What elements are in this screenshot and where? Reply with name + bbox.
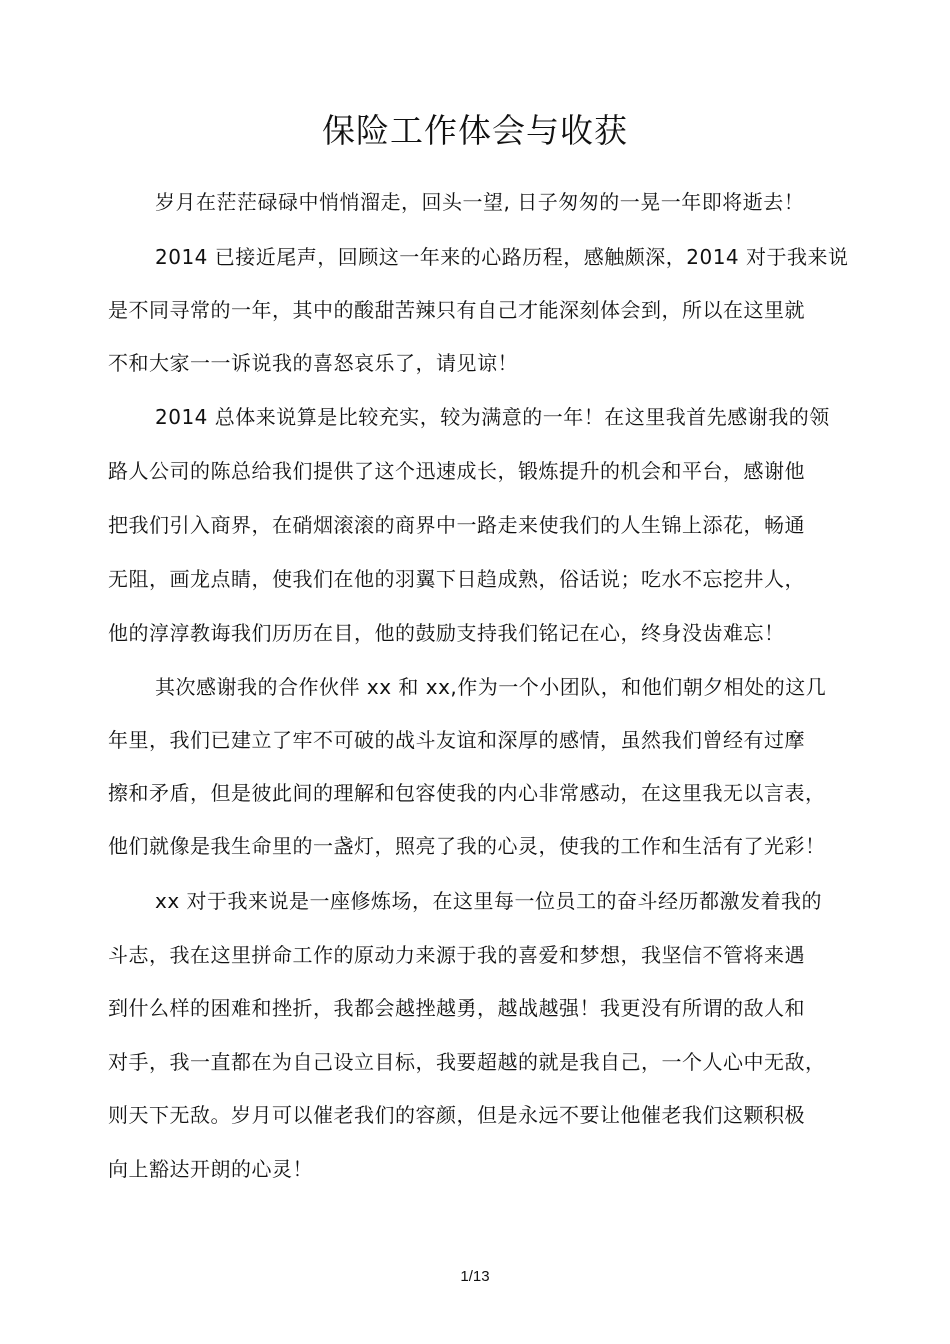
- paragraph-line: 他们就像是我生命里的一盏灯，照亮了我的心灵，使我的工作和生活有了光彩！: [108, 834, 826, 858]
- paragraph-line: 他的淳淳教诲我们历历在目，他的鼓励支持我们铭记在心，终身没齿难忘！: [108, 621, 785, 645]
- paragraph-line: 斗志，我在这里拼命工作的原动力来源于我的喜爱和梦想，我坚信不管将来遇: [108, 943, 805, 967]
- paragraph-line: 对手，我一直都在为自己设立目标，我要超越的就是我自己，一个人心中无敌，: [108, 1050, 826, 1074]
- paragraph-line: 把我们引入商界，在硝烟滚滚的商界中一路走来使我们的人生锦上添花，畅通: [108, 513, 805, 537]
- paragraph-line: 向上豁达开朗的心灵！: [108, 1157, 313, 1181]
- paragraph-line: 是不同寻常的一年，其中的酸甜苦辣只有自己才能深刻体会到，所以在这里就: [108, 298, 805, 322]
- paragraph-line: xx 对于我来说是一座修炼场，在这里每一位员工的奋斗经历都激发着我的: [155, 889, 823, 913]
- paragraph-line: 岁月在茫茫碌碌中悄悄溜走，回头一望, 日子匆匆的一晃一年即将逝去！: [155, 190, 805, 214]
- paragraph-line: 擦和矛盾，但是彼此间的理解和包容使我的内心非常感动，在这里我无以言表，: [108, 781, 826, 805]
- paragraph-line: 2014 已接近尾声，回顾这一年来的心路历程，感触颇深，2014 对于我来说: [155, 245, 849, 269]
- document-title: 保险工作体会与收获: [322, 111, 628, 150]
- paragraph-line: 年里，我们已建立了牢不可破的战斗友谊和深厚的感情，虽然我们曾经有过摩: [108, 728, 805, 752]
- paragraph-line: 则天下无敌。岁月可以催老我们的容颜，但是永远不要让他催老我们这颗积极: [108, 1103, 805, 1127]
- paragraph-line: 其次感谢我的合作伙伴 xx 和 xx,作为一个小团队，和他们朝夕相处的这几: [155, 675, 827, 699]
- paragraph-line: 路人公司的陈总给我们提供了这个迅速成长，锻炼提升的机会和平台，感谢他: [108, 459, 805, 483]
- page-number: 1/13: [460, 1268, 490, 1285]
- paragraph-line: 2014 总体来说算是比较充实，较为满意的一年！在这里我首先感谢我的领: [155, 405, 830, 429]
- paragraph-line: 无阻，画龙点睛，使我们在他的羽翼下日趋成熟，俗话说；吃水不忘挖井人，: [108, 567, 805, 591]
- paragraph-line: 到什么样的困难和挫折，我都会越挫越勇，越战越强！我更没有所谓的敌人和: [108, 996, 805, 1020]
- paragraph-line: 不和大家一一诉说我的喜怒哀乐了，请见谅！: [108, 351, 518, 375]
